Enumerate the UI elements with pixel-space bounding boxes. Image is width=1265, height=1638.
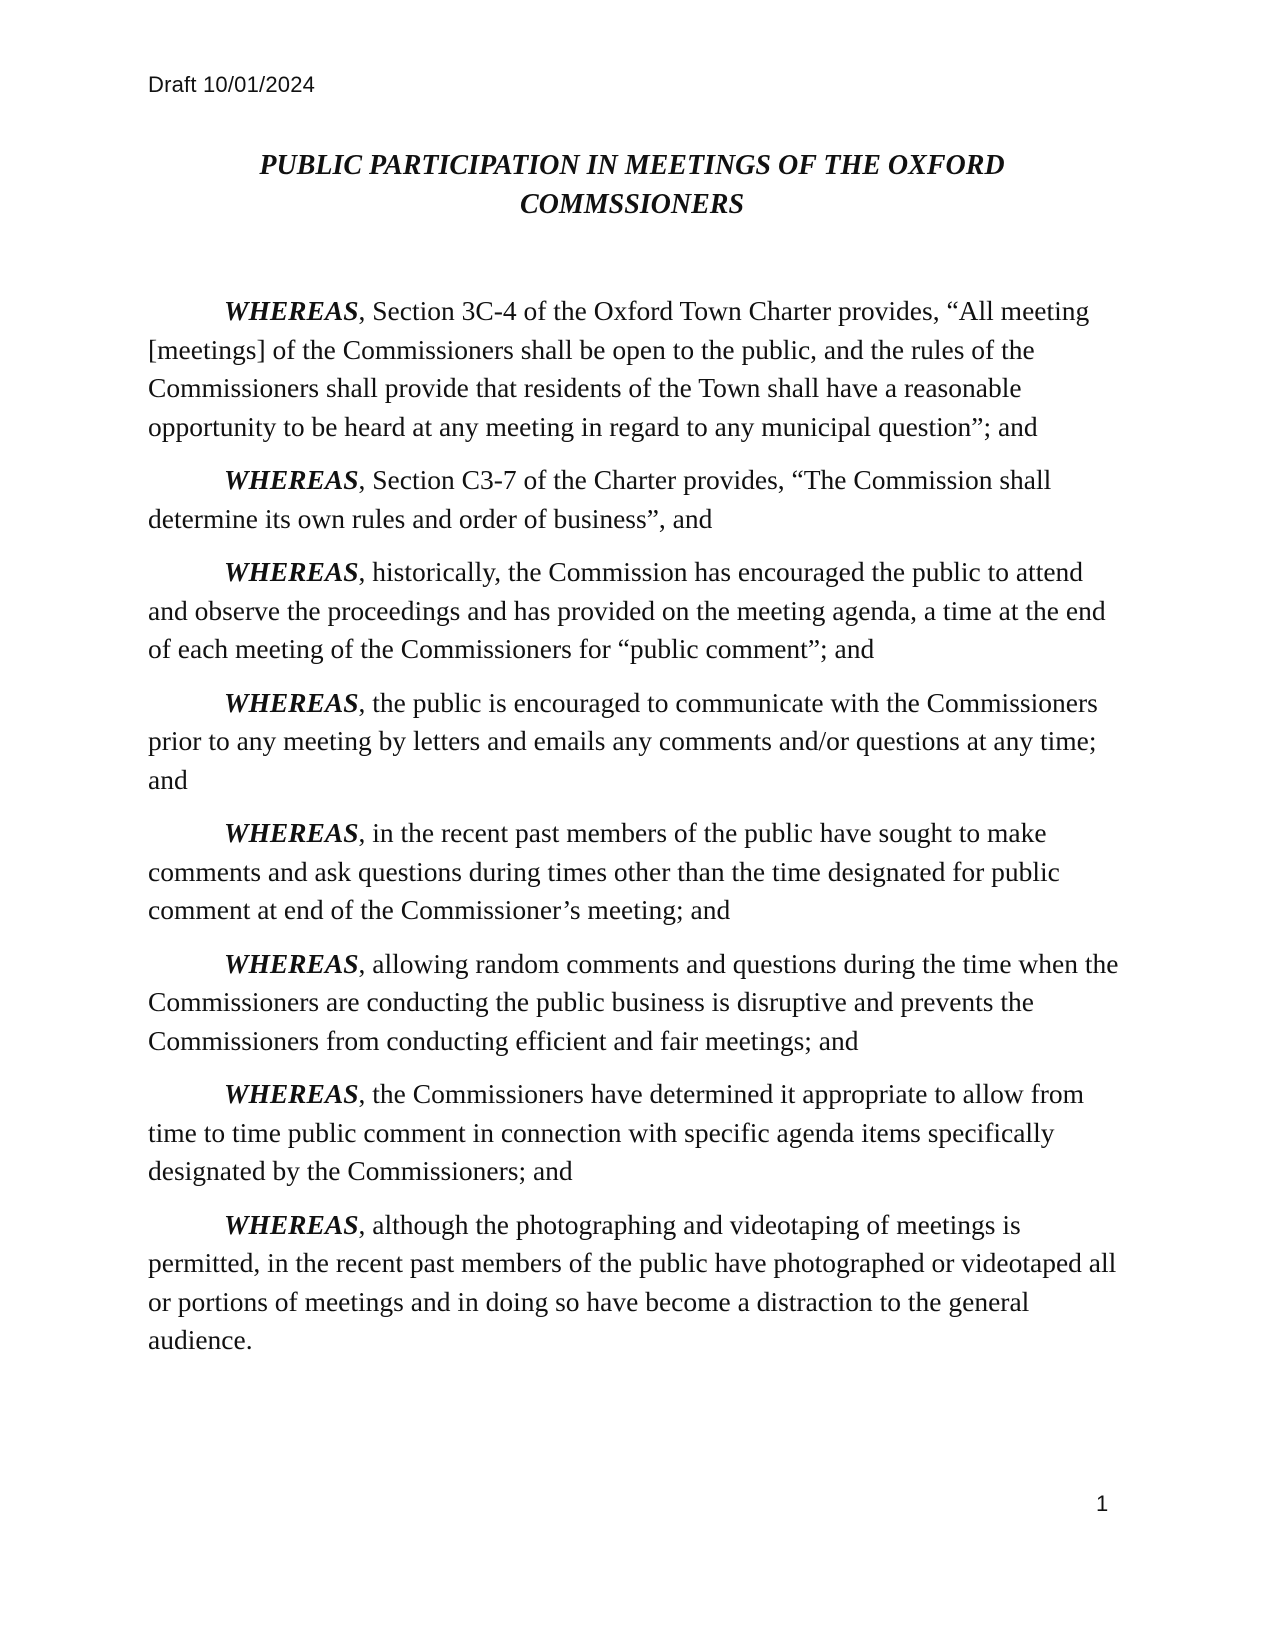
draft-date-label: Draft 10/01/2024 [148, 72, 316, 97]
clause-text: , the public is encouraged to communicate with the Commissioners prior to any meeting by letters and emails any comments and/or questions at any time; and [148, 686, 1098, 795]
title-line-1: PUBLIC PARTICIPATION IN MEETINGS OF THE OXFORD [259, 150, 1005, 181]
clause-text: , allowing random comments and questions during the time when the Commissioners are conducting the public business is disruptive and prevents the Commissioners from conducting efficient and fair meetings; and [148, 947, 1119, 1056]
whereas-clause-3 [148, 553, 1128, 669]
clause-text: , historically, the Commission has encouraged the public to attend and observe the proceedings and has provided on the meeting agenda, a time at the end of each meeting of the Commissioners for “public comment”; and [148, 556, 1106, 664]
clause-text: , Section 3C-4 of the Oxford Town Charter provides, “All meeting [meetings] of the Commissioners shall be open to the public, and the rules of the Commissioners shall provide that residents of the Town shall have a reasonable opportunity to be heard at any meeting in regard to any municipal question”; and [148, 295, 1090, 442]
clause-text: , the Commissioners have determined it appropriate to allow from time to time public comment in connection with specific agenda items specifically designated by the Commissioners; and [148, 1078, 1085, 1186]
clause-lead: WHEREAS [224, 1078, 359, 1109]
page-number: 1 [1096, 1491, 1109, 1516]
clause-text: , in the recent past members of the public have sought to make comments and ask questions during times other than the time designated for public comment at end of the Commissioner’s meeting; and [148, 817, 1060, 925]
whereas-clause-2 [148, 461, 1128, 538]
document-title [148, 146, 1116, 224]
whereas-clause-1 [148, 292, 1128, 446]
title-line-2: COMMSSIONERS [519, 189, 745, 220]
whereas-clause-6 [148, 945, 1128, 1061]
clause-text: , although the photographing and videotaping of meetings is permitted, in the recent past members of the public have photographed or videotaped all or portions of meetings and in doing so have become a distraction to the general audience. [148, 1208, 1117, 1355]
whereas-clause-8 [148, 1206, 1128, 1360]
document-body [148, 292, 1128, 1375]
clause-lead: WHEREAS [224, 295, 359, 326]
clause-lead: WHEREAS [224, 947, 359, 979]
clause-text: , Section C3-7 of the Charter provides, “The Commission shall determine its own rules and order of business”, and [148, 464, 1052, 534]
clause-lead: WHEREAS [224, 1208, 359, 1240]
clause-lead: WHEREAS [224, 464, 359, 495]
whereas-clause-5 [148, 814, 1128, 930]
clause-lead: WHEREAS [224, 686, 359, 718]
whereas-clause-7 [148, 1075, 1128, 1191]
clause-lead: WHEREAS [224, 556, 359, 587]
whereas-clause-4 [148, 684, 1128, 800]
clause-lead: WHEREAS [224, 817, 359, 848]
